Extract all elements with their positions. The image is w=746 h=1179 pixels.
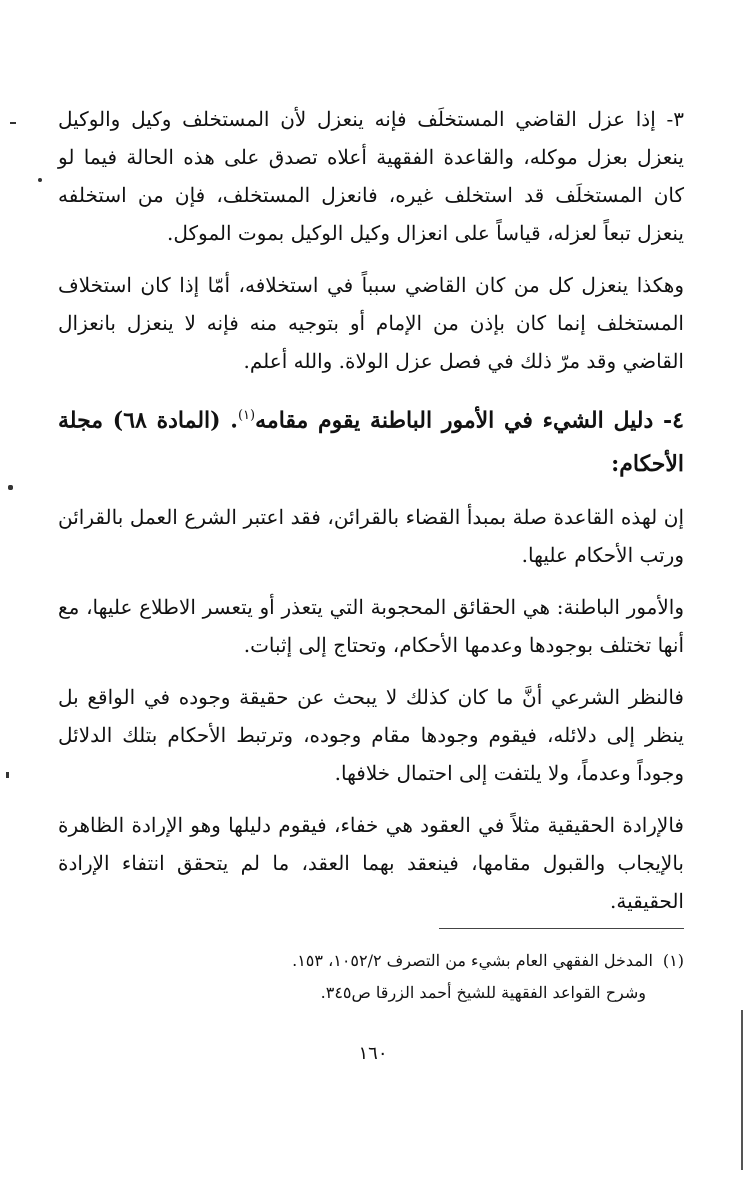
footnote-1-continued: وشرح القواعد الفقهية للشيخ أحمد الزرقا ص٣٤٥. [320, 983, 646, 1002]
paragraph-3: إن لهذه القاعدة صلة بمبدأ القضاء بالقرائن، فقد اعتبر الشرع العمل بالقرائن ورتب الأحكام عليها. [58, 505, 684, 568]
paragraph-4: والأمور الباطنة: هي الحقائق المحجوبة التي يتعذر أو يتعسر الاطلاع عليها، مع أنها تختلف بوجودها وعدمها الأحكام، وتحتاج إلى إثبات. [58, 595, 684, 658]
scan-speck [6, 772, 9, 778]
paragraph-6: فالإرادة الحقيقية مثلاً في العقود هي خفاء، فيقوم دليلها وهو الإرادة الظاهرة بالإيجاب والقبول مقامها، فينعقد بهما العقد، ما لم يتحقق انتفاء الإرادة الحقيقية. [58, 813, 684, 914]
scan-edge-line [741, 1010, 743, 1170]
paragraph-2: وهكذا ينعزل كل من كان القاضي سبباً في استخلافه، أمّا إذا كان استخلاف المستخلف إنما كان بإذن من الإمام أو بتوجيه منه فإنه لا ينعزل بانعزال القاضي وقد مرّ ذلك في فصل عزل الولاة. والله أعلم. [58, 273, 684, 373]
footnote-number: (١) [662, 951, 684, 970]
footnote-1 [58, 945, 684, 977]
paragraph-5: فالنظر الشرعي أنَّ ما كان كذلك لا يبحث عن حقيقة وجوده في الواقع بل ينظر إلى دلائله، فيقوم وجودها مقام وجوده، وترتبط الأحكام بتلك الدلائل وجوداً وعدماً، ولا يلتفت إلى احتمال خلافها. [58, 685, 684, 786]
heading-suffix: . (المادة ٦٨) مجلة الأحكام: [58, 407, 684, 478]
footnote-reference: (١) [237, 408, 256, 423]
scan-speck [8, 485, 13, 490]
paragraph-1: ٣- إذا عزل القاضي المستخلَف فإنه ينعزل لأن المستخلف وكيل والوكيل ينعزل بعزل موكله، والقاعدة الفقهية أعلاه تصدق على هذه الحالة فيما لو كان المستخلَف قد استخلف غيره، فانعزل المستخلف، فإن من استخلفه ينعزل تبعاً لعزله، قياساً على انعزال وكيل الوكيل بموت الموكل. [58, 107, 684, 245]
scan-speck [10, 122, 16, 124]
footnote-separator [439, 928, 684, 929]
footnote-text: المدخل الفقهي العام بشيء من التصرف ١٠٥٢/٢، ١٥٣. [292, 951, 653, 970]
footnotes [58, 945, 684, 1009]
page-number: ١٦٠ [358, 1043, 388, 1064]
section-heading [58, 394, 684, 486]
main-text [58, 100, 684, 934]
scan-speck [38, 178, 42, 182]
heading-text: ٤- دليل الشيء في الأمور الباطنة يقوم مقامه [255, 407, 684, 434]
